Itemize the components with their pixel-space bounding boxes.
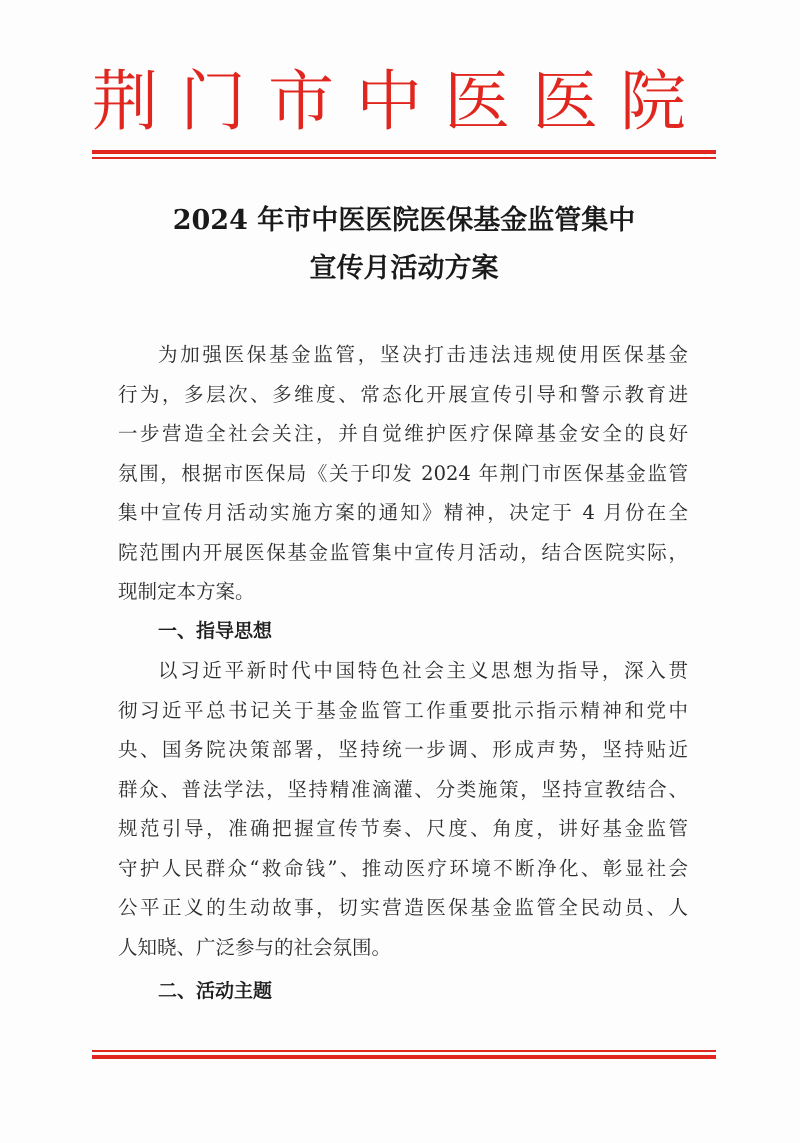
intro-line: 氛围，根据市医保局《关于印发 2024 年荆门市医保基金监管: [118, 461, 688, 485]
section-1-line: 规范引导，准确把握宣传节奏、尺度、角度，讲好基金监管: [118, 817, 688, 840]
section-1-line: 以习近平新时代中国特色社会主义思想为指导，深入贯: [158, 659, 688, 682]
letterhead-rule-thick: [92, 150, 716, 154]
intro-line: 现制定本方案。: [118, 580, 255, 603]
section-1-line: 央、国务院决策部署，坚持统一步调、形成声势，坚持贴近: [118, 738, 688, 761]
section-1-line: 守护人民群众“救命钱”、推动医疗环境不断净化、彰显社会: [118, 856, 688, 880]
section-1-line: 公平正义的生动故事，切实营造医保基金监管全民动员、人: [118, 896, 688, 919]
intro-line: 行为，多层次、多维度、常态化开展宣传引导和警示教育进: [118, 382, 688, 406]
section-heading-guiding-ideology: 一、指导思想: [158, 619, 273, 642]
footer-rule-thin: [92, 1050, 716, 1052]
document-title-line-2: 宣传月活动方案: [309, 253, 499, 284]
letterhead-rule-thin: [92, 157, 716, 159]
footer-rule-thick: [92, 1055, 716, 1059]
document-body: [118, 335, 688, 1012]
letterhead-org-name: 荆门市中医医院: [92, 63, 708, 140]
section-1-line: 人知晓、广泛参与的社会氛围。: [118, 935, 392, 959]
intro-line: 一步营造全社会关注，并自觉维护医疗保障基金安全的良好: [118, 422, 688, 445]
intro-line: 院范围内开展医保基金监管集中宣传月活动，结合医院实际，: [118, 540, 688, 564]
section-heading-activity-theme: 二、活动主题: [158, 980, 273, 1002]
document-title-line-1: 2024 年市中医医院医保基金监管集中: [172, 205, 636, 236]
intro-line: 集中宣传月活动实施方案的通知》精神，决定于 4 月份在全: [118, 501, 688, 524]
section-1-line: 彻习近平总书记关于基金监管工作重要批示指示精神和党中: [118, 698, 688, 722]
intro-line: 为加强医保基金监管，坚决打击违法违规使用医保基金: [158, 343, 688, 366]
section-1-line: 群众、普法学法，坚持精准滴灌、分类施策，坚持宣教结合、: [118, 777, 688, 801]
